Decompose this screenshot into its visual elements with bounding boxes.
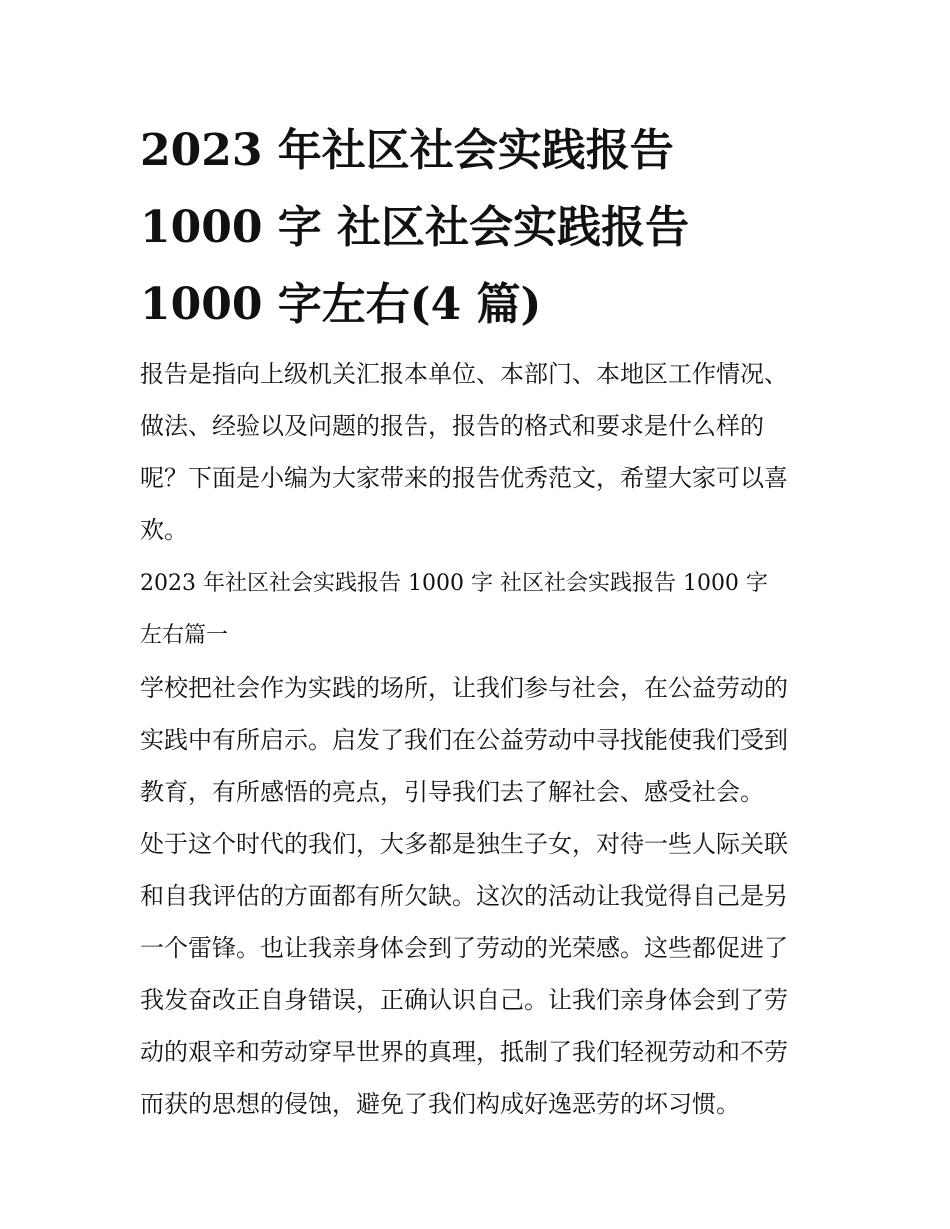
title-line: 2023 年社区社会实践报告: [140, 125, 674, 176]
text-line: 报告是指向上级机关汇报本单位、本部门、本地区工作情况、: [140, 360, 788, 388]
text-line: 一个雷锋。也让我亲身体会到了劳动的光荣感。这些都促进了: [140, 934, 788, 962]
body-paragraph-2: [140, 818, 820, 1130]
text-line: 教育，有所感悟的亮点，引导我们去了解社会、感受社会。: [140, 778, 764, 806]
text-line: 呢？下面是小编为大家带来的报告优秀范文，希望大家可以喜: [140, 464, 788, 492]
title-line: 1000 字左右(4 篇): [140, 279, 542, 330]
body-paragraph-1: [140, 662, 820, 818]
text-line: 而获的思想的侵蚀，避免了我们构成好逸恶劳的坏习惯。: [140, 1090, 740, 1118]
text-line: 欢。: [140, 516, 188, 544]
text-line: 做法、经验以及问题的报告，报告的格式和要求是什么样的: [140, 412, 764, 440]
title-line: 1000 字 社区社会实践报告: [140, 202, 690, 253]
intro-paragraph: [140, 348, 820, 556]
text-line: 我发奋改正自身错误，正确认识自己。让我们亲身体会到了劳: [140, 986, 788, 1014]
heading-line: 2023 年社区社会实践报告 1000 字 社区社会实践报告 1000 字: [140, 571, 768, 596]
document-title: [140, 112, 820, 343]
heading-line: 左右篇一: [140, 623, 229, 648]
text-line: 学校把社会作为实践的场所，让我们参与社会，在公益劳动的: [140, 674, 788, 702]
text-line: 动的艰辛和劳动穿早世界的真理，抵制了我们轻视劳动和不劳: [140, 1038, 788, 1066]
section-heading: [140, 558, 820, 662]
text-line: 处于这个时代的我们，大多都是独生子女，对待一些人际关联: [140, 830, 788, 858]
text-line: 和自我评估的方面都有所欠缺。这次的活动让我觉得自己是另: [140, 882, 788, 910]
document-page: [140, 112, 820, 1130]
text-line: 实践中有所启示。启发了我们在公益劳动中寻找能使我们受到: [140, 726, 788, 754]
